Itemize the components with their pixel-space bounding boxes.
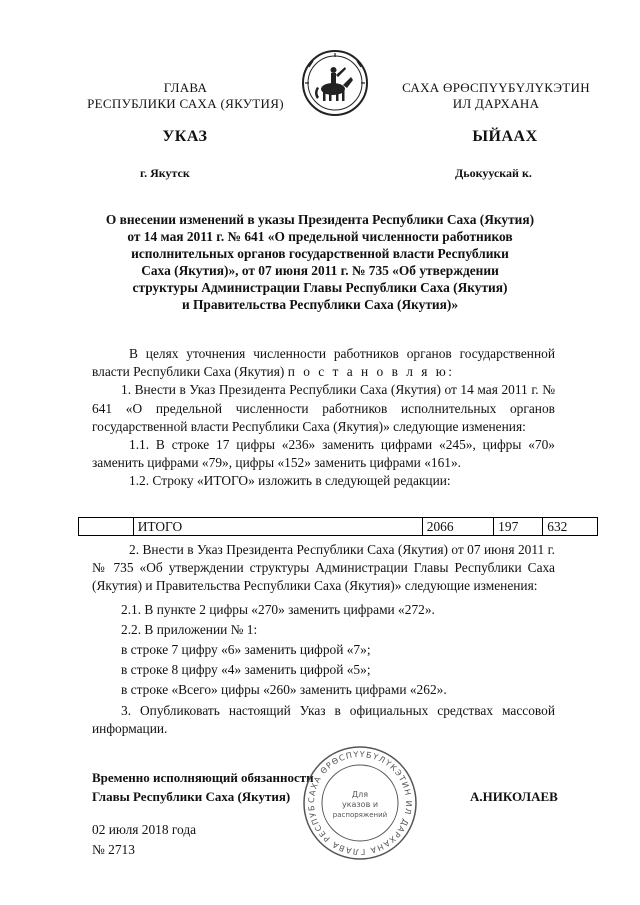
- subject-line: от 14 мая 2011 г. № 641 «О предельной численности работников: [127, 229, 513, 244]
- coat-of-arms-emblem-icon: [295, 47, 375, 119]
- city-ru: г. Якутск: [140, 166, 190, 180]
- table-row: [79, 518, 598, 536]
- item-3: 3. Опубликовать настоящий Указ в официальных средствах массовой информации.: [92, 702, 555, 736]
- item-1-1: 1.1. В строке 17 цифры «236» заменить цифрами «245», цифры «70» заменить цифрами «79», цифры «152» заменить цифрами «161».: [92, 437, 555, 471]
- header-right-line2: ИЛ ДАРХАНА: [452, 96, 540, 111]
- item-1: 1. Внести в Указ Президента Республики Саха (Якутия) от 14 мая 2011 г. № 641 «О предельной численности работников исполнительных органов государственной власти Республики Саха (Якутия)» следующие изменения:: [92, 382, 555, 434]
- decree-date: 02 июля 2018 года: [92, 822, 197, 837]
- stamp-center-text-2: указов и: [341, 800, 379, 809]
- itogo-table-wrapper: [78, 517, 598, 536]
- signatory-position-line2: Главы Республики Саха (Якутия): [92, 789, 291, 804]
- doc-type-ru: УКАЗ: [162, 128, 208, 145]
- intro-resolve: п о с т а н о в л я ю:: [287, 364, 455, 380]
- stamp-center-text-1: Для: [351, 790, 369, 799]
- table-cell-value: 197: [494, 518, 543, 536]
- signatory-position: [92, 768, 314, 806]
- decree-body-part2: [92, 541, 555, 738]
- header-right: [385, 80, 607, 112]
- item-2-2: 2.2. В приложении № 1:: [121, 621, 258, 637]
- table-cell-label: ИТОГО: [133, 518, 422, 536]
- subject-line: Саха (Якутия)», от 07 июня 2011 г. № 735 «Об утверждении: [141, 263, 499, 278]
- header-left-line2: РЕСПУБЛИКИ САХА (ЯКУТИЯ): [87, 96, 284, 111]
- subject-line: структуры Администрации Главы Республики Саха (Якутия): [132, 280, 508, 295]
- subject-line: исполнительных органов государственной власти Республики: [131, 246, 509, 261]
- intro-text: В целях уточнения численности работников органов государственной власти Республики Саха (Якутия): [92, 346, 555, 380]
- item-1-2: 1.2. Строку «ИТОГО» изложить в следующей редакции:: [129, 473, 451, 489]
- doc-type-sakha: ЫЙААХ: [472, 128, 538, 145]
- table-cell-empty: [79, 518, 134, 536]
- item-2-1: 2.1. В пункте 2 цифры «270» заменить цифрами «272».: [121, 601, 435, 617]
- header-right-line1: САХА ӨРӨСПҮҮБҮЛҮКЭТИН: [402, 80, 590, 95]
- official-stamp: [300, 743, 420, 863]
- decree-body-part1: [92, 345, 555, 491]
- city-sakha: Дьокуускай к.: [455, 166, 532, 180]
- signatory-name: А.НИКОЛАЕВ: [470, 789, 558, 804]
- header-left: [78, 80, 293, 112]
- subject-line: и Правительства Республики Саха (Якутия)»: [181, 297, 459, 312]
- decree-number: № 2713: [92, 842, 135, 857]
- header-left-line1: ГЛАВА: [163, 80, 208, 95]
- signatory-position-line1: Временно исполняющий обязанности: [92, 770, 314, 785]
- item-2-2-line-b: в строке 8 цифру «4» заменить цифрой «5»;: [121, 662, 371, 678]
- item-2-2-line-c: в строке «Всего» цифры «260» заменить цифрами «262».: [121, 682, 447, 698]
- decree-subject: [92, 211, 548, 313]
- item-2-2-line-a: в строке 7 цифру «6» заменить цифрой «7»;: [121, 642, 371, 658]
- subject-line: О внесении изменений в указы Президента Республики Саха (Якутия): [105, 212, 535, 227]
- table-cell-value: 632: [543, 518, 598, 536]
- item-2: 2. Внести в Указ Президента Республики Саха (Якутия) от 07 июня 2011 г. № 735 «Об утверждении структуры Администрации Главы Республики Саха (Якутия) и Правительства Республики Саха (Якутия)» следующие изменения:: [92, 542, 555, 594]
- intro-paragraph: [92, 345, 555, 381]
- table-cell-value: 2066: [422, 518, 493, 536]
- itogo-table: [78, 517, 598, 536]
- stamp-center-text-3: распоряжений: [332, 811, 388, 819]
- stamp-ring-text: САХА ӨРӨСПҮҮБҮЛҮКЭТИН ИЛ ДАРХАНА ГЛАВА РЕСПУБ: [306, 749, 414, 857]
